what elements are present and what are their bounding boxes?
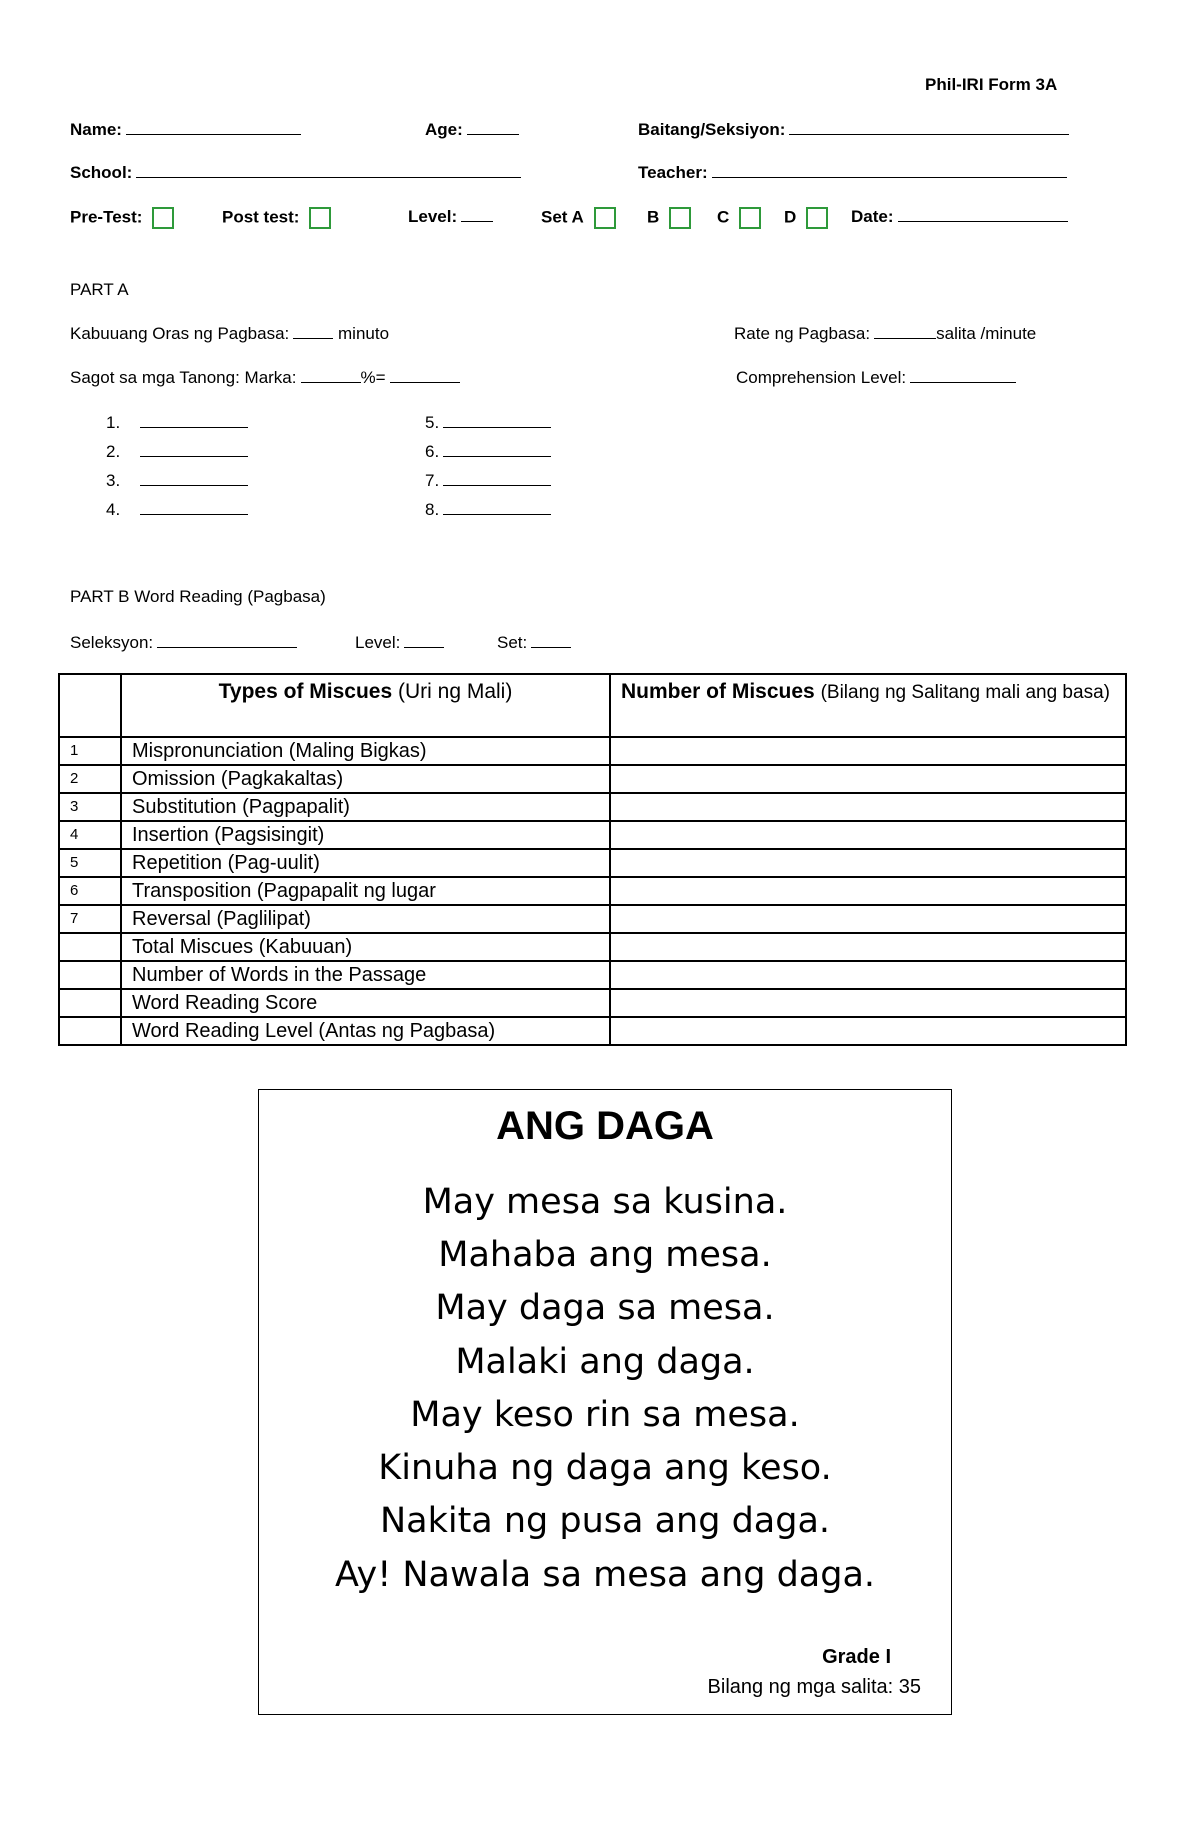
miscue-type: Repetition (Pag-uulit): [121, 849, 610, 877]
date-blank[interactable]: [898, 207, 1068, 222]
miscue-type: Transposition (Pagpapalit ng lugar: [121, 877, 610, 905]
partb-level-label: Level:: [355, 633, 401, 652]
row-number: 3: [59, 793, 121, 821]
partb-set-field[interactable]: [497, 633, 571, 653]
table-header-row: [59, 674, 1126, 737]
comprehension-blank[interactable]: [910, 368, 1016, 383]
answer-blank[interactable]: [443, 413, 551, 428]
total-time-blank[interactable]: [293, 324, 333, 339]
header-count-rest: (Bilang ng Salitang mali ang basa): [820, 682, 1110, 703]
answer-number: 2.: [106, 442, 121, 461]
table-row: [59, 793, 1126, 821]
name-field[interactable]: [70, 120, 301, 140]
selection-blank[interactable]: [157, 633, 297, 648]
selection-label: Seleksyon:: [70, 633, 154, 652]
answer-blank[interactable]: [140, 500, 248, 515]
posttest-option[interactable]: [222, 207, 331, 229]
header-num-cell: [59, 674, 121, 737]
answer-item-3[interactable]: [106, 471, 248, 491]
posttest-label: Post test:: [222, 207, 300, 227]
row-number: 1: [59, 737, 121, 765]
answers-field[interactable]: [70, 368, 460, 388]
miscue-count-cell[interactable]: [610, 1017, 1126, 1045]
rate-unit: salita /minute: [936, 324, 1037, 343]
story-line: May daga sa mesa.: [435, 1288, 775, 1328]
table-row: [59, 961, 1126, 989]
name-label: Name:: [70, 120, 122, 139]
percent-blank[interactable]: [390, 368, 460, 383]
miscue-type: Total Miscues (Kabuuan): [121, 933, 610, 961]
name-blank[interactable]: [126, 120, 301, 135]
story-line: Malaki ang daga.: [455, 1342, 755, 1382]
set-b-checkbox[interactable]: [669, 207, 691, 229]
set-d-option[interactable]: [784, 207, 828, 229]
set-d-label: D: [784, 207, 797, 227]
miscue-count-cell[interactable]: [610, 905, 1126, 933]
age-blank[interactable]: [467, 120, 519, 135]
set-a-label: Set A: [541, 207, 584, 227]
story-grade: Grade I: [822, 1646, 891, 1668]
teacher-field[interactable]: [638, 163, 1067, 183]
header-types-bold: Types of Miscues: [218, 680, 393, 703]
story-line: Mahaba ang mesa.: [438, 1235, 772, 1275]
row-number: 4: [59, 821, 121, 849]
answer-number: 7.: [425, 471, 440, 490]
row-number: 2: [59, 765, 121, 793]
set-b-option[interactable]: [647, 207, 691, 229]
grade-section-label: Baitang/Seksiyon:: [638, 120, 786, 139]
table-row: [59, 821, 1126, 849]
story-line: Kinuha ng daga ang keso.: [378, 1448, 832, 1488]
teacher-blank[interactable]: [712, 163, 1067, 178]
header-types-rest: (Uri ng Mali): [398, 680, 513, 703]
age-label: Age:: [425, 120, 463, 139]
rate-field[interactable]: [734, 324, 1036, 344]
story-line: Ay! Nawala sa mesa ang daga.: [334, 1555, 876, 1595]
table-row: [59, 849, 1126, 877]
set-c-option[interactable]: [717, 207, 761, 229]
miscue-count-cell[interactable]: [610, 877, 1126, 905]
answer-blank[interactable]: [140, 413, 248, 428]
row-number: [59, 1017, 121, 1045]
selection-field[interactable]: [70, 633, 297, 653]
total-time-field[interactable]: [70, 324, 389, 344]
answer-number: 6.: [425, 442, 440, 461]
level-field[interactable]: [408, 207, 493, 227]
set-a-option[interactable]: [541, 207, 616, 229]
story-line: Nakita ng pusa ang daga.: [379, 1501, 831, 1541]
level-blank[interactable]: [461, 207, 493, 222]
answer-number: 3.: [106, 471, 121, 490]
table-row: [59, 877, 1126, 905]
form-id: Phil-IRI Form 3A: [925, 75, 1058, 94]
partb-set-label: Set:: [497, 633, 528, 652]
row-number: 7: [59, 905, 121, 933]
header-types-cell: [121, 674, 610, 737]
miscue-count-cell[interactable]: [610, 933, 1126, 961]
row-number: [59, 961, 121, 989]
pretest-option[interactable]: [70, 207, 174, 229]
part-b-title: PART B Word Reading (Pagbasa): [70, 587, 326, 606]
grade-section-field[interactable]: [638, 120, 1069, 140]
story-line: May keso rin sa mesa.: [410, 1395, 800, 1435]
percent-label: %=: [360, 368, 386, 387]
date-field[interactable]: [851, 207, 1068, 227]
set-b-label: B: [647, 207, 660, 227]
total-time-unit: minuto: [338, 324, 390, 343]
row-number: 5: [59, 849, 121, 877]
answer-number: 5.: [425, 413, 440, 432]
answer-blank[interactable]: [140, 471, 248, 486]
row-number: [59, 933, 121, 961]
grade-section-blank[interactable]: [789, 120, 1069, 135]
table-row: [59, 905, 1126, 933]
header-count-cell: [610, 674, 1126, 737]
story-word-count: Bilang ng mga salita: 35: [707, 1676, 921, 1698]
pretest-label: Pre-Test:: [70, 207, 143, 227]
set-d-checkbox[interactable]: [806, 207, 828, 229]
set-a-checkbox[interactable]: [594, 207, 616, 229]
answer-blank[interactable]: [443, 500, 551, 515]
answer-item-5[interactable]: [425, 413, 551, 433]
table-row: [59, 1017, 1126, 1045]
school-blank[interactable]: [136, 163, 521, 178]
answer-number: 8.: [425, 500, 440, 519]
row-number: 6: [59, 877, 121, 905]
answer-item-4[interactable]: [106, 500, 248, 520]
answer-blank[interactable]: [443, 471, 551, 486]
miscue-type: Reversal (Paglilipat): [121, 905, 610, 933]
miscue-count-cell[interactable]: [610, 821, 1126, 849]
answer-blank[interactable]: [443, 442, 551, 457]
level-label: Level:: [408, 207, 458, 226]
miscue-type: Omission (Pagkakaltas): [121, 765, 610, 793]
rate-blank[interactable]: [874, 324, 936, 339]
table-row: [59, 737, 1126, 765]
set-c-checkbox[interactable]: [739, 207, 761, 229]
story-line: May mesa sa kusina.: [422, 1182, 788, 1222]
school-field[interactable]: [70, 163, 521, 183]
header-count-bold: Number of Miscues: [621, 680, 815, 703]
total-time-label: Kabuuang Oras ng Pagbasa:: [70, 324, 290, 343]
table-row: [59, 933, 1126, 961]
miscue-type: Mispronunciation (Maling Bigkas): [121, 737, 610, 765]
miscue-count-cell[interactable]: [610, 793, 1126, 821]
answers-label: Sagot sa mga Tanong: Marka:: [70, 368, 297, 387]
partb-level-blank[interactable]: [404, 633, 444, 648]
pretest-checkbox[interactable]: [152, 207, 174, 229]
miscue-count-cell[interactable]: [610, 989, 1126, 1017]
answer-number: 1.: [106, 413, 121, 432]
story-box: [258, 1089, 952, 1715]
comprehension-field[interactable]: [736, 368, 1016, 388]
miscue-type: Word Reading Score: [121, 989, 610, 1017]
answer-item-1[interactable]: [106, 413, 248, 433]
table-row: [59, 765, 1126, 793]
miscue-type: Insertion (Pagsisingit): [121, 821, 610, 849]
miscue-count-cell[interactable]: [610, 849, 1126, 877]
story-title: ANG DAGA: [496, 1104, 714, 1148]
age-field[interactable]: [425, 120, 519, 140]
miscue-table: [58, 673, 1127, 1046]
miscue-type: Number of Words in the Passage: [121, 961, 610, 989]
miscue-count-cell[interactable]: [610, 961, 1126, 989]
partb-level-field[interactable]: [355, 633, 444, 653]
answer-item-7[interactable]: [425, 471, 551, 491]
row-number: [59, 989, 121, 1017]
partb-set-blank[interactable]: [531, 633, 571, 648]
answer-item-6[interactable]: [425, 442, 551, 462]
answer-blank[interactable]: [140, 442, 248, 457]
school-label: School:: [70, 163, 133, 182]
miscue-count-cell[interactable]: [610, 765, 1126, 793]
set-c-label: C: [717, 207, 730, 227]
comprehension-label: Comprehension Level:: [736, 368, 907, 387]
score-blank[interactable]: [301, 368, 361, 383]
teacher-label: Teacher:: [638, 163, 708, 182]
part-a-title: PART A: [70, 280, 129, 299]
answer-item-2[interactable]: [106, 442, 248, 462]
date-label: Date:: [851, 207, 894, 226]
answer-item-8[interactable]: [425, 500, 551, 520]
miscue-type: Word Reading Level (Antas ng Pagbasa): [121, 1017, 610, 1045]
answer-number: 4.: [106, 500, 121, 519]
miscue-count-cell[interactable]: [610, 737, 1126, 765]
miscue-type: Substitution (Pagpapalit): [121, 793, 610, 821]
posttest-checkbox[interactable]: [309, 207, 331, 229]
table-row: [59, 989, 1126, 1017]
rate-label: Rate ng Pagbasa:: [734, 324, 871, 343]
